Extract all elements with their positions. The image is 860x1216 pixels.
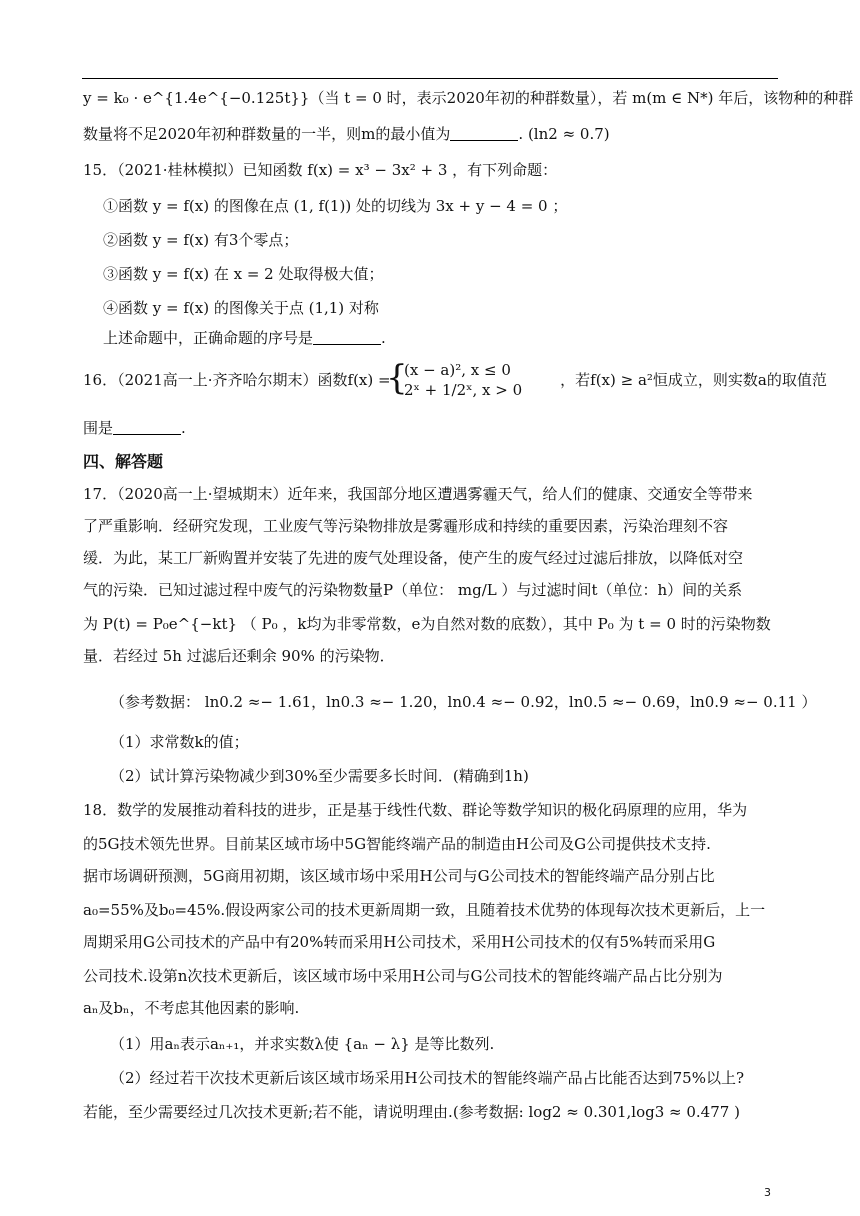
- top-rule: [82, 78, 778, 79]
- subquestion: （2）试计算污染物减少到30%至少需要多长时间．(精确到1h): [110, 767, 529, 785]
- piecewise-brace: {: [386, 358, 408, 398]
- answer-line: 围是 .: [83, 419, 186, 437]
- question-17: 17．（2020高一上·望城期末）近年来，我国部分地区遭遇雾霾天气，给人们的健康、交通安全等带来: [83, 485, 753, 503]
- text-line: 若能，至少需要经过几次技术更新;若不能，请说明理由.(参考数据: log2 ≈ 0.301,log3 ≈ 0.477 ): [83, 1103, 740, 1121]
- subquestion: （1）求常数k的值；: [110, 733, 249, 751]
- text-line: a₀=55%及b₀=45%.假设两家公司的技术更新周期一致，且随着技术优势的体现每次技术更新后，上一: [83, 901, 766, 919]
- text-line: 缓．为此，某工厂新购置并安装了先进的废气处理设备，使产生的废气经过过滤后排放，以降低对空: [83, 549, 744, 567]
- reference-data: （参考数据： ln0.2 ≈− 1.61，ln0.3 ≈− 1.20，ln0.4 ≈− 0.92，ln0.5 ≈− 0.69，ln0.9 ≈− 0.11 ）: [110, 693, 817, 711]
- section-heading: 四、解答题: [83, 452, 164, 471]
- subquestion: （1）用aₙ表示aₙ₊₁，并求实数λ使 {aₙ − λ} 是等比数列.: [110, 1035, 495, 1053]
- answer-blank[interactable]: [450, 126, 518, 141]
- text-line: 了严重影响．经研究发现，工业废气等污染物排放是雾霾形成和持续的重要因素，污染治理刻不容: [83, 517, 729, 535]
- subquestion: （2）经过若干次技术更新后该区域市场采用H公司技术的智能终端产品占比能否达到75%以上?: [110, 1069, 745, 1087]
- proposition-1: ①函数 y = f(x) 的图像在点 (1, f(1)) 处的切线为 3x + y − 4 = 0 ；: [103, 197, 568, 215]
- question-15: 15．（2021·桂林模拟）已知函数 f(x) = x³ − 3x² + 3 ，有下列命题：: [83, 161, 558, 179]
- answer-blank[interactable]: [313, 330, 381, 345]
- text-line: y = k₀ · e^{1.4e^{−0.125t}}（当 t = 0 时，表示2020年初的种群数量），若 m(m ∈ N*) 年后，该物种的种群: [83, 89, 854, 107]
- question-16: 16．（2021高一上·齐齐哈尔期末）函数f(x) = ，若f(x) ≥ a²恒成立，则实数a的取值范: [83, 371, 827, 389]
- page-number: 3: [764, 1186, 771, 1199]
- text-line: 公司技术.设第n次技术更新后，该区域市场中采用H公司与G公司技术的智能终端产品占比分别为: [83, 967, 723, 985]
- piecewise-case-2: 2ˣ + 1/2ˣ, x > 0: [404, 381, 523, 399]
- text-line: 周期采用G公司技术的产品中有20%转而采用H公司技术，采用H公司技术的仅有5%转而采用G: [83, 933, 716, 951]
- text-line: 气的污染．已知过滤过程中废气的污染物数量P（单位： mg/L ）与过滤时间t（单位：h）间的关系: [83, 581, 743, 599]
- text-line: 为 P(t) = P₀e^{−kt} （ P₀ ，k均为非零常数，e为自然对数的底数），其中 P₀ 为 t = 0 时的污染物数: [83, 615, 771, 633]
- text-line: aₙ及bₙ，不考虑其他因素的影响.: [83, 999, 300, 1017]
- proposition-3: ③函数 y = f(x) 在 x = 2 处取得极大值；: [103, 265, 384, 283]
- proposition-2: ②函数 y = f(x) 有3个零点；: [103, 231, 299, 249]
- text-line: 的5G技术领先世界。目前某区域市场中5G智能终端产品的制造由H公司及G公司提供技术支持.: [83, 835, 711, 853]
- text-line: 数量将不足2020年初种群数量的一半，则m的最小值为 . (ln2 ≈ 0.7): [83, 125, 610, 143]
- answer-blank[interactable]: [113, 420, 181, 435]
- proposition-4: ④函数 y = f(x) 的图像关于点 (1,1) 对称: [103, 299, 379, 317]
- question-18: 18．数学的发展推动着科技的进步，正是基于线性代数、群论等数学知识的极化码原理的应用，华为: [83, 801, 748, 819]
- answer-line: 上述命题中，正确命题的序号是 .: [103, 329, 386, 347]
- text-line: 据市场调研预测，5G商用初期，该区域市场中采用H公司与G公司技术的智能终端产品分别占比: [83, 867, 715, 885]
- piecewise-case-1: (x − a)², x ≤ 0: [404, 361, 511, 379]
- text-line: 量．若经过 5h 过滤后还剩余 90% 的污染物．: [83, 647, 395, 665]
